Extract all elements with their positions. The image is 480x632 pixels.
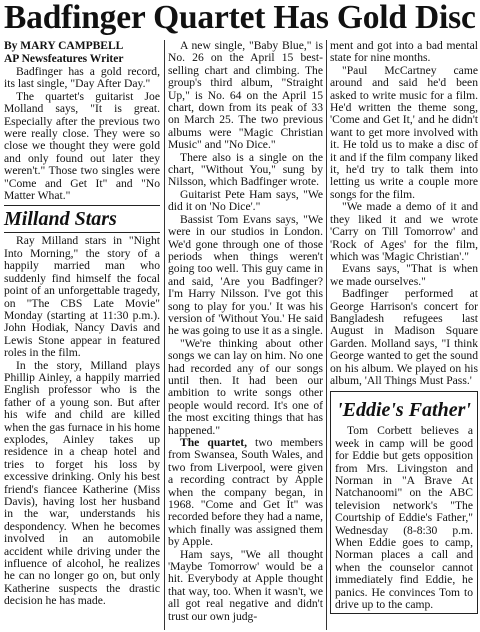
paragraph: Evans says, "That is when we made ourselves." [330, 262, 478, 288]
paragraph: Guitarist Pete Ham says, "We did it on 'No Dice'." [168, 187, 323, 214]
byline-author: By MARY CAMPBELL [4, 40, 124, 52]
paragraph [168, 437, 323, 549]
byline-org: AP Newsfeatures Writer [4, 53, 124, 65]
box-text: Tom Corbett believes a week in camp will be good for Eddie but gets opposition from Mrs. Livingston and Norman in "A Brave At Natchanoomi" on the ABC television network's "The Courtship of Eddie's Father," Wednesday (8-8:30 p.m. When Eddie goes to camp, Norman places a call and when the counselor cannot immediately find Eddie, he panics. He convinces Tom to drive up to the camp. [335, 424, 473, 612]
column-rule [164, 40, 165, 630]
paragraph: In the story, Milland plays Phillip Ainley, a happily married English professor who is the father of a young son. But after his wife and child are killed when the gas furnace in his home explodes, Ainley takes up residence in a cheap hotel and tries to forget his loss by excessive drinking. Only his best friend's fiancee Katherine (Miss Davis), having lost her husband in the war, understands his despondency. When he becomes involved in an automobile accident while driving under the influence of alcohol, he realizes he can no longer go on, but only Katherine suspects the drastic decision he has made. [4, 358, 160, 608]
box-title: 'Eddie's Father' [337, 399, 471, 422]
subhead-milland-stars: Milland Stars [4, 205, 160, 233]
paragraph: Bassist Tom Evans says, "We were in our studios in London. We'd gone through one of those periods when things weren't going too well. This guy came in and said, 'Are you Badfinger? I'm Harry Nilsson. I've got this song to play for you.' It was his version of 'Without You.' He said he was going to use it as a single. [168, 212, 323, 338]
paragraph: Badfinger has a gold record, its last single, "Day After Day." [4, 65, 160, 91]
column-1 [4, 40, 160, 608]
paragraph: "Paul McCartney came around and said he'd been asked to write music for a film. He'd written the theme song, 'Come and Get It,' and he didn't want to get more involved with it. He told us to make a disc of it and if the film company liked it, he'd try to talk them into letting us write a couple more songs for the film. [330, 63, 478, 201]
paragraph: Ham says, "We all thought 'Maybe Tomorrow' would be a hit. Everybody at Apple thought that way, too. When it wasn't, we all got real negative and didn't trust our own judg- [168, 547, 323, 623]
paragraph: Badfinger performed at George Harrison's concert for Bangladesh refugees last August in Madison Square Garden. Molland says, "I think George wanted to get the sound on his album. We played on his album, 'All Things Must Pass.' [330, 287, 478, 387]
paragraph-body: two members from Swansea, South Wales, and two from Liverpool, were given a recording contract by Apple when the company began, in 1968. "Come and Get It" was recorded before they had a name, which finally was assigned them by Apple. [168, 436, 323, 549]
eddies-father-box [330, 391, 478, 614]
paragraph: The quartet's guitarist Joe Molland says, "It is great. Especially after the previous two were really close. They were so close we thought they were gold and only found out later they weren't." Those two singles were "Come and Get It" and "No Matter What." [4, 89, 160, 203]
column-2 [168, 40, 323, 623]
paragraph: There also is a single on the chart, "Without You," sung by Nilsson, which Badfinger wrote. [168, 150, 323, 189]
column-3 [330, 40, 478, 614]
paragraph: ment and got into a bad mental state for nine months. [330, 39, 478, 65]
paragraph: Ray Milland stars in "Night Into Morning," the story of a happily married man who suddenly find himself the focal point of an unforgettable tragedy, on "The CBS Late Movie" Monday (starting at 11:30 p.m.). John Hodiak, Nancy Davis and Lewis Stone appear in featured roles in the film. [4, 234, 160, 360]
paragraph: "We made a demo of it and they liked it and we wrote 'Carry on Till Tomorrow' and 'Rock of Ages' for the film, which was 'Magic Christian'." [330, 200, 478, 263]
paragraph-lead: The quartet, [180, 436, 247, 449]
paragraph: "We're thinking about other songs we can lay on him. No one had recorded any of our songs until then. It had been our ambition to write songs other people would record. It's one of the most exciting things that has happened." [168, 336, 323, 437]
paragraph: A new single, "Baby Blue," is No. 26 on the April 15 best-selling chart and climbing. The group's third album, "Straight Up," is No. 64 on the April 15 chart, down from its peak of 33 on March 25. The two previous albums were "Magic Christian Music" and "No Dice." [168, 39, 323, 152]
column-rule [326, 40, 327, 630]
headline: Badfinger Quartet Has Gold Disc [4, 0, 476, 36]
